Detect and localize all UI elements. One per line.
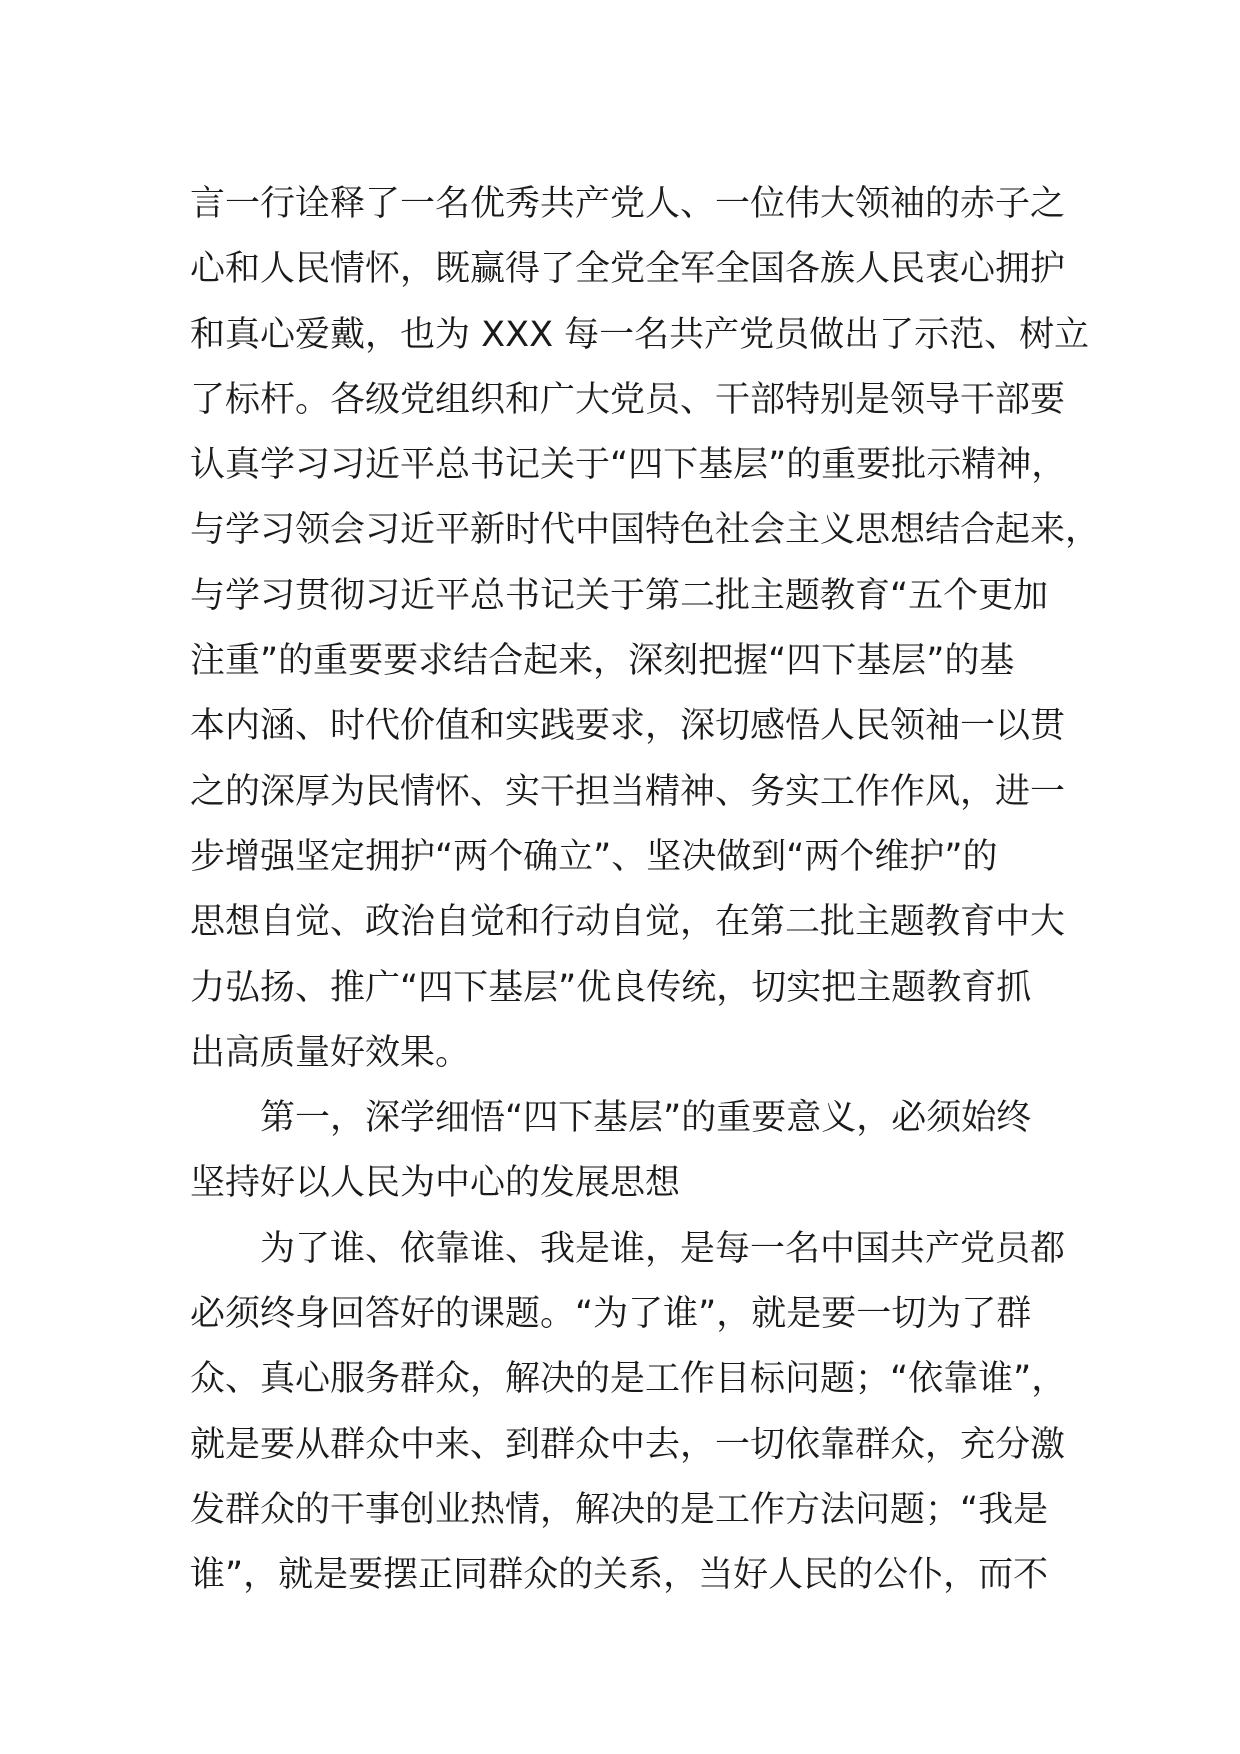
text-line: 必须终身回答好的课题。“为了谁”，就是要一切为了群 [190,1294,1032,1335]
section-heading-line: 坚持好以人民为中心的发展思想 [190,1163,681,1204]
text-line: 注重”的重要要求结合起来，深刻把握“四下基层”的基 [190,641,1015,682]
text-line: 言一行诠释了一名优秀共产党人、一位伟大领袖的赤子之 [190,184,1066,224]
section-heading-line: 第一，深学细悟“四下基层”的重要意义，必须始终 [260,1098,1032,1139]
text-line: 思想自觉、政治自觉和行动自觉，在第二批主题教育中大 [190,902,1066,943]
text-line: 之的深厚为民情怀、实干担当精神、务实工作作风，进一 [190,771,1066,812]
text-line: 与学习领会习近平新时代中国特色社会主义思想结合起来， [190,510,1101,551]
document-body [190,172,1101,1609]
text-line: 和真心爱戴，也为 XXX 每一名共产党员做出了示范、树立 [190,314,1090,355]
text-line: 为了谁、依靠谁、我是谁，是每一名中国共产党员都 [260,1228,1066,1269]
text-line: 认真学习习近平总书记关于“四下基层”的重要批示精神， [190,445,1067,486]
text-line: 了标杆。各级党组织和广大党员、干部特别是领导干部要 [190,379,1066,420]
text-line: 出高质量好效果。 [190,1032,471,1073]
text-line: 就是要从群众中来、到群众中去，一切依靠群众，充分激 [190,1424,1066,1465]
text-line: 与学习贯彻习近平总书记关于第二批主题教育“五个更加 [190,575,1049,616]
text-line: 力弘扬、推广“四下基层”优良传统，切实把主题教育抓 [190,967,1032,1008]
text-line: 发群众的干事创业热情，解决的是工作方法问题；“我是 [190,1489,1049,1530]
text-line: 步增强坚定拥护“两个确立”、坚决做到“两个维护”的 [190,836,998,877]
text-line: 众、真心服务群众，解决的是工作目标问题；“依靠谁”， [190,1359,1067,1400]
text-line: 心和人民情怀，既赢得了全党全军全国各族人民衷心拥护 [190,249,1066,290]
text-line: 本内涵、时代价值和实践要求，深切感悟人民领袖一以贯 [190,706,1066,747]
text-line: 谁”，就是要摆正同群众的关系，当好人民的公仆，而不 [190,1555,1049,1596]
